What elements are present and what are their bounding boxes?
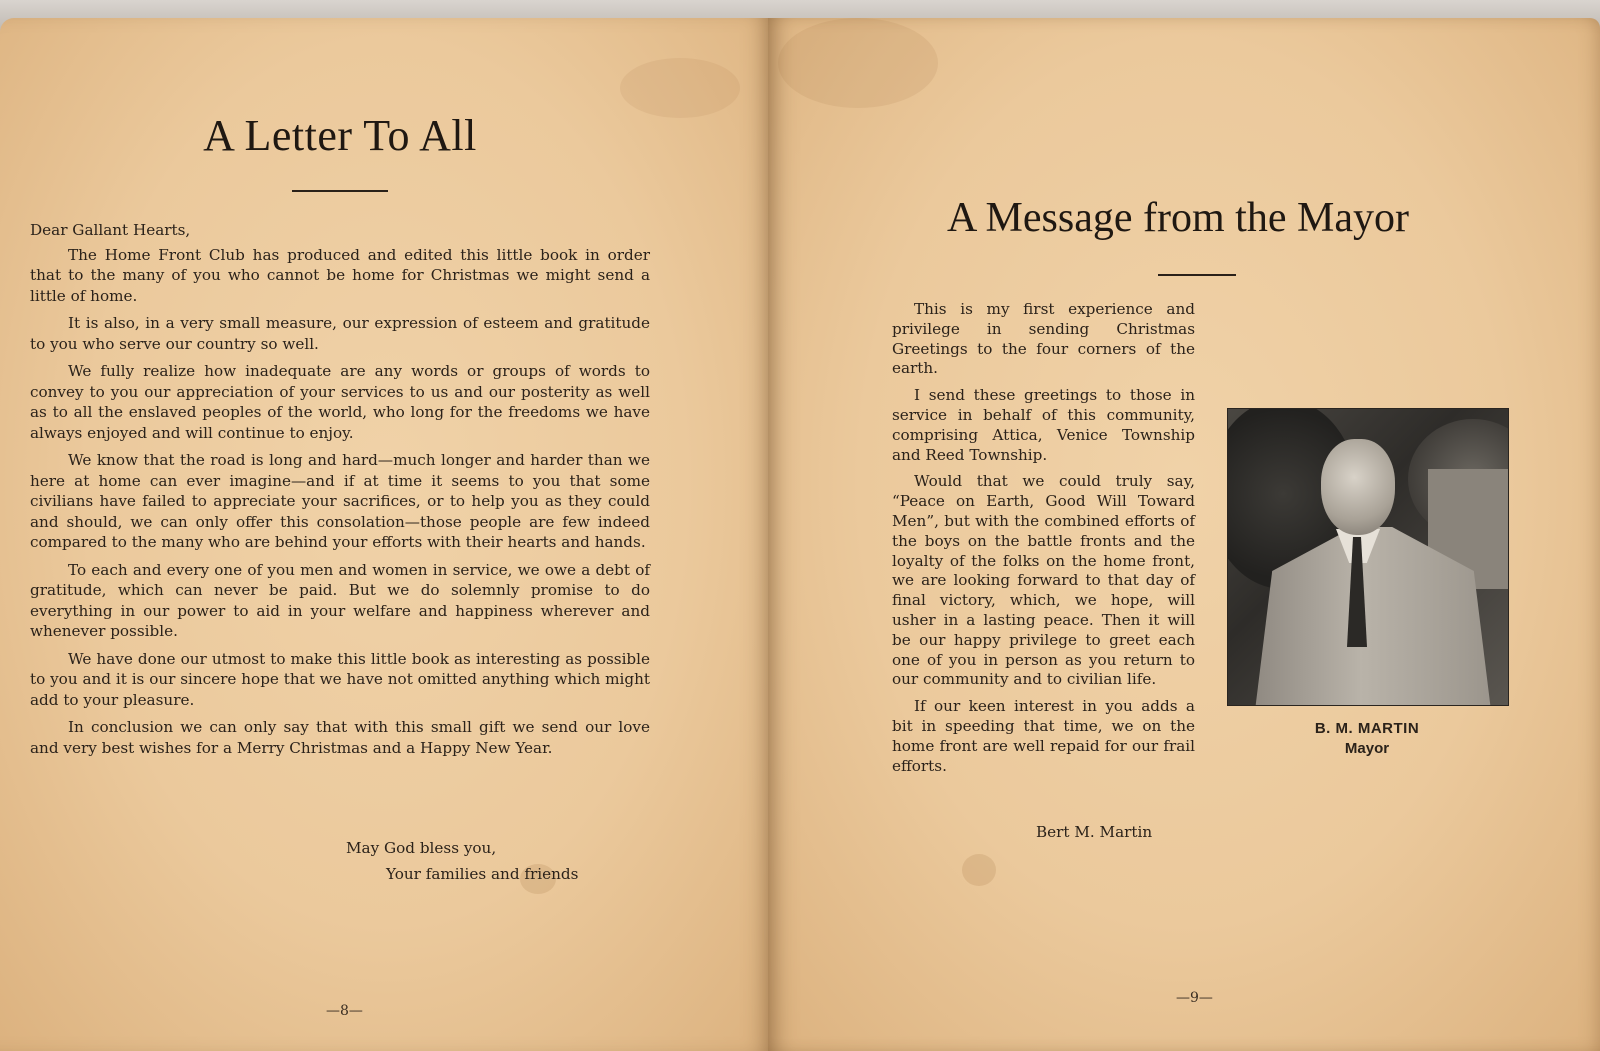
stain xyxy=(778,18,938,108)
letter-paragraph: We fully realize how inadequate are any words or groups of words to convey to you our appreciation of your services to us and our posterity as well as to all the enslaved peoples of the world, who long for the freedoms we have always enjoyed and will continue to enjoy. xyxy=(30,362,650,442)
page-number: —8— xyxy=(326,1003,363,1019)
mayor-message-body xyxy=(892,300,1195,783)
right-page xyxy=(768,18,1600,1051)
letter-paragraph: To each and every one of you men and women in service, we owe a debt of gratitude, which can never be paid. But we do solemnly promise to do everything in our power to aid in your welfare and happiness wherever and whenever possible. xyxy=(30,560,650,640)
photo-caption-title: Mayor xyxy=(1344,740,1390,757)
closing-signoff: Your families and friends xyxy=(386,865,579,883)
photo-head xyxy=(1321,439,1395,535)
title-divider xyxy=(292,190,388,192)
page-title: A Message from the Mayor xyxy=(947,195,1409,241)
left-page xyxy=(0,18,772,1051)
stain xyxy=(962,854,996,886)
mayor-photo xyxy=(1227,408,1509,706)
booklet-spread xyxy=(0,18,1600,1051)
signature: Bert M. Martin xyxy=(1036,823,1153,841)
title-divider xyxy=(1158,274,1236,276)
letter-body xyxy=(30,220,650,765)
message-paragraph: This is my first experience and privilege in sending Christmas Greetings to the four corners of the earth. xyxy=(892,300,1195,378)
page-title: A Letter To All xyxy=(203,111,477,160)
message-paragraph: I send these greetings to those in service in behalf of this community, comprising Attica, Venice Township and Reed Township. xyxy=(892,386,1195,464)
salutation: Dear Gallant Hearts, xyxy=(30,221,191,239)
letter-paragraph: The Home Front Club has produced and edited this little book in order that to the many of you who cannot be home for Christmas we might send a little of home. xyxy=(30,245,650,305)
message-paragraph: If our keen interest in you adds a bit in speeding that time, we on the home front are well repaid for our frail efforts. xyxy=(892,697,1195,775)
letter-paragraph: We know that the road is long and hard—much longer and harder than we here at home can ever imagine—and if at time it seems to you that some civilians have failed to appreciate your sacrifices, or to help you as they could and should, we can only offer this consolation—those people are few indeed compared to the many who are behind your efforts with their hearts and hands. xyxy=(30,451,650,551)
closing-line: May God bless you, xyxy=(346,839,497,857)
stain xyxy=(620,58,740,118)
letter-paragraph: We have done our utmost to make this little book as interesting as possible to you and it is our sincere hope that we have not omitted anything which might add to your pleasure. xyxy=(30,649,650,709)
photo-caption-name: B. M. MARTIN xyxy=(1314,720,1420,737)
page-number: —9— xyxy=(1176,990,1213,1006)
letter-paragraph: It is also, in a very small measure, our expression of esteem and gratitude to you who serve our country so well. xyxy=(30,314,650,353)
message-paragraph: Would that we could truly say, “Peace on Earth, Good Will Toward Men”, but with the combined efforts of the boys on the battle fronts and the loyalty of the folks on the home front, we are looking forward to that day of final victory, which, we hope, will usher in a lasting peace. Then it will be our happy privilege to greet each one of you in person as you return to our community and to civilian life. xyxy=(892,472,1195,689)
letter-paragraph: In conclusion we can only say that with this small gift we send our love and very best wishes for a Merry Christmas and a Happy New Year. xyxy=(30,718,650,757)
